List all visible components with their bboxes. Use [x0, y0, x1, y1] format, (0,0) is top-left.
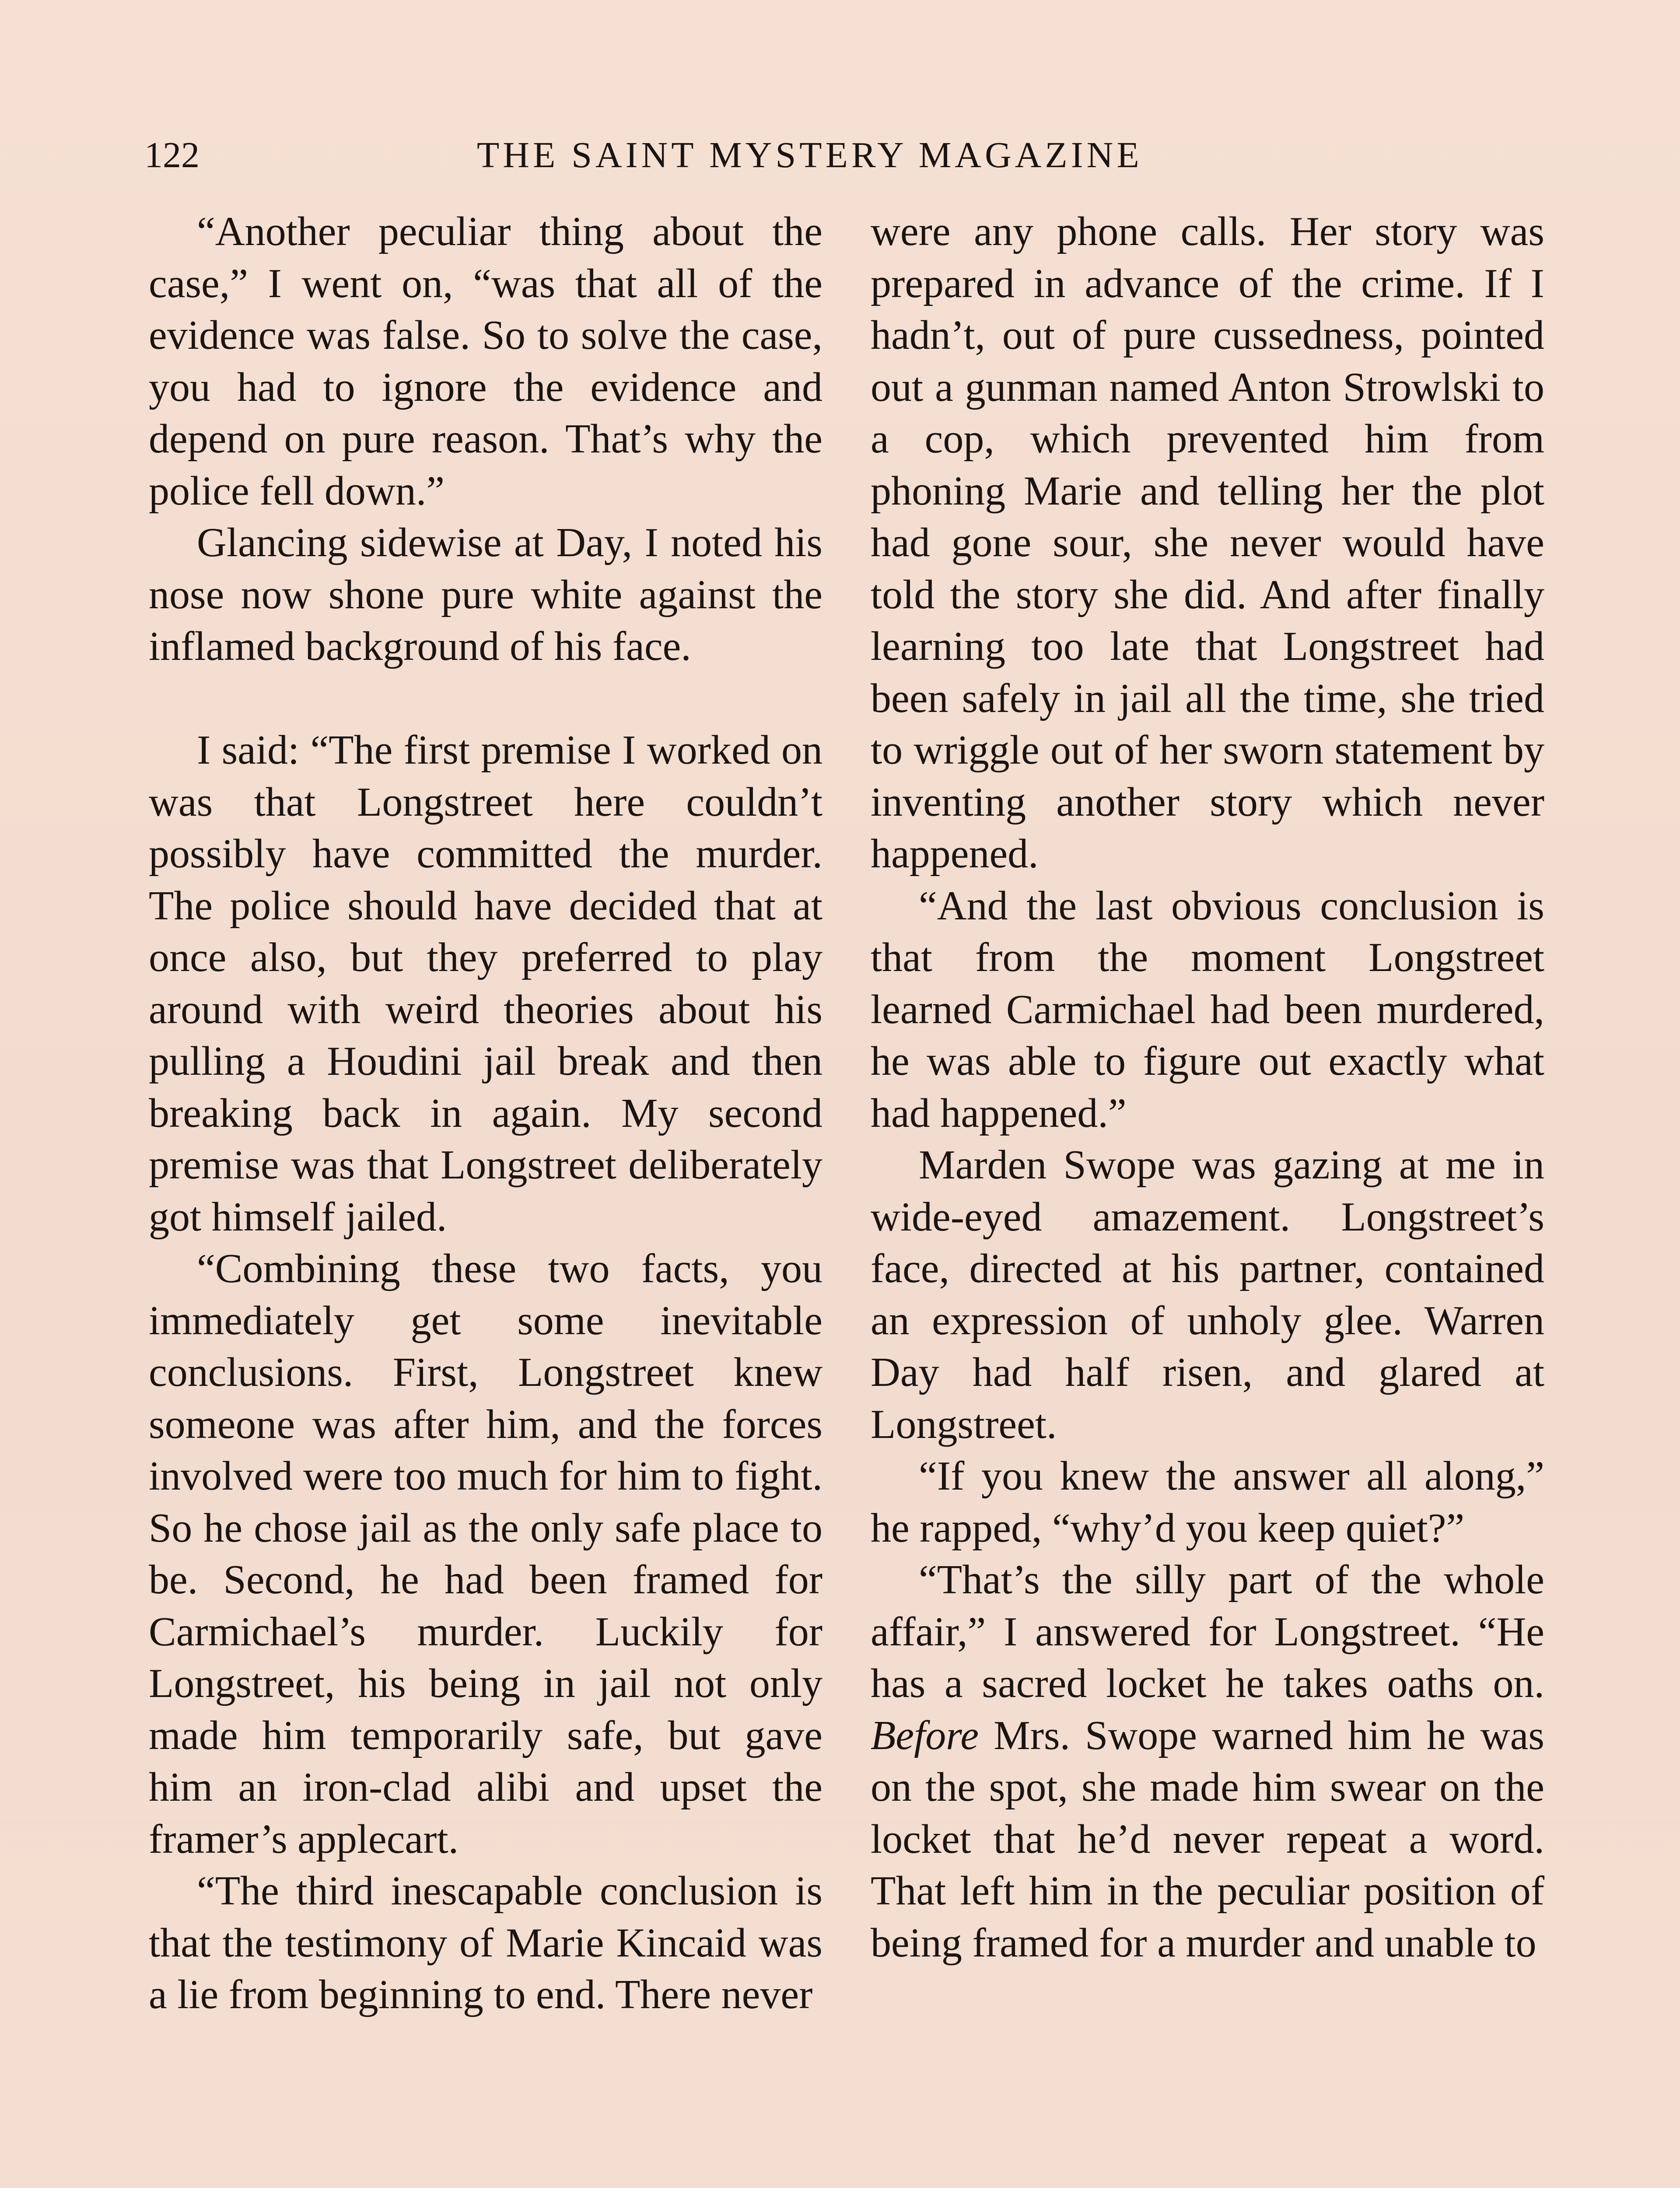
italic-word: Before: [871, 1712, 979, 1758]
right-paragraph-4: “If you knew the answer all along,” he rapped, “why’d you keep quiet?”: [871, 1453, 1544, 1551]
page-header: [144, 129, 1558, 182]
right-paragraph-5-end: Mrs. Swope warned him he was on the spot, she made him swear on the locket that he’d never repeat a word. That left him in the peculiar position of being framed for a murder and unable to: [871, 1712, 1544, 1966]
section-break: [149, 673, 822, 725]
left-paragraph-1: “Another peculiar thing about the case,” I went on, “was that all of the evidence was false. So to solve the case, you had to ignore the evidence and depend on pure reason. That’s why the police fell down.”: [149, 209, 822, 514]
left-paragraph-5: “The third inescapable conclusion is that the testimony of Marie Kincaid was a lie from beginning to end. There never: [149, 1868, 822, 2017]
left-column: [149, 206, 822, 2021]
left-paragraph-4: “Combining these two facts, you immediately get some inevitable conclusions. First, Longstreet knew someone was after him, and the forces involved were too much for him to fight. So he chose jail as the only safe place to be. Second, he had been framed for Carmichael’s murder. Luckily for Longstreet, his being in jail not only made him temporarily safe, but gave him an iron-clad alibi and upset the framer’s applecart.: [149, 1246, 822, 1862]
running-head: THE SAINT MYSTERY MAGAZINE: [477, 135, 1143, 175]
right-paragraph-2: “And the last obvious conclusion is that from the moment Longstreet learned Carmichael had been murdered, he was able to figure out exactly what had happened.”: [871, 883, 1544, 1136]
page-number: 122: [144, 135, 200, 175]
right-paragraph-3: Marden Swope was gazing at me in wide-eyed amazement. Longstreet’s face, directed at his partner, contained an expression of unholy glee. Warren Day had half risen, and glared at Longstreet.: [871, 1142, 1544, 1447]
left-paragraph-2: Glancing sidewise at Day, I noted his nose now shone pure white against the inflamed background of his face.: [149, 520, 822, 669]
right-paragraph-5-start: “That’s the silly part of the whole affair,” I answered for Longstreet. “He has a sacred locket he takes oaths on.: [871, 1557, 1544, 1706]
right-column: [871, 206, 1544, 1969]
right-paragraph-5: [871, 1554, 1544, 1969]
right-paragraph-1: were any phone calls. Her story was prepared in advance of the crime. If I hadn’t, out of pure cussedness, pointed out a gunman named Anton Strowlski to a cop, which prevented him from phoning Marie and telling her the plot had gone sour, she never would have told the story she did. And after finally learning too late that Longstreet had been safely in jail all the time, she tried to wriggle out of her sworn statement by inventing another story which never happened.: [871, 209, 1544, 877]
left-paragraph-3: I said: “The first premise I worked on was that Longstreet here couldn’t possibly have committed the murder. The police should have decided that at once also, but they preferred to play around with weird theories about his pulling a Houdini jail break and then breaking back in again. My second premise was that Longstreet deliberately got himself jailed.: [149, 727, 822, 1240]
